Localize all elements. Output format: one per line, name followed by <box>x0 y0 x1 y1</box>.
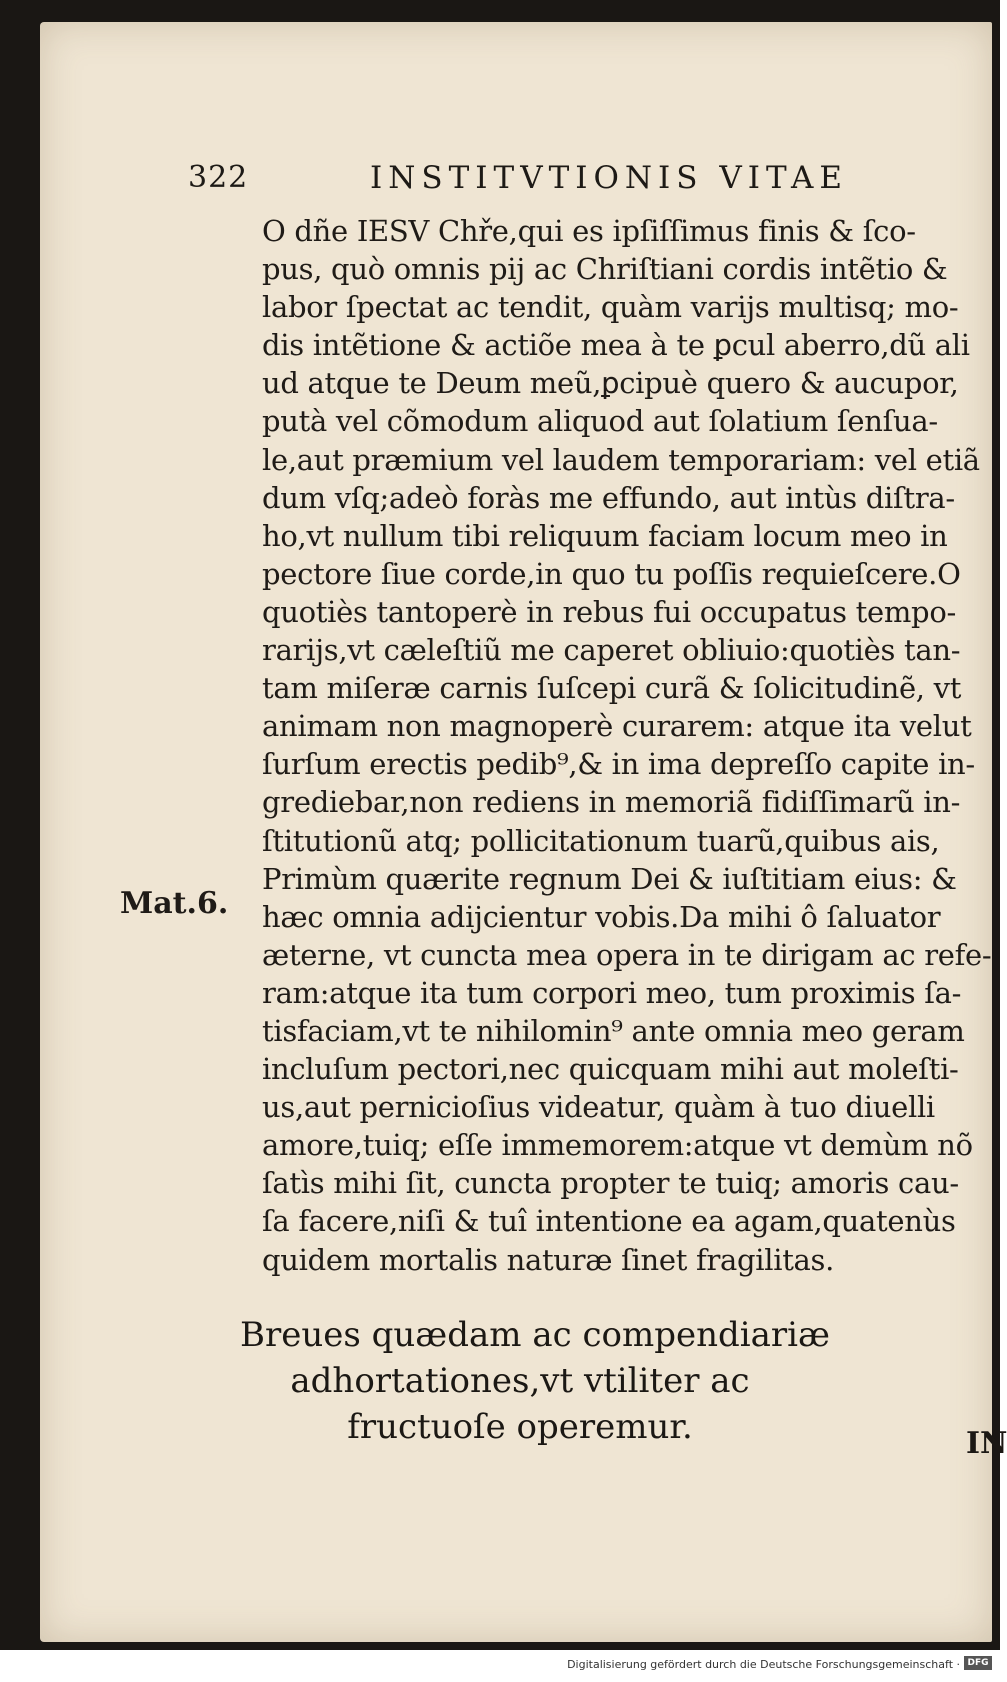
page-header <box>40 160 992 204</box>
body-text <box>262 212 992 1279</box>
text-line: animam non magnoperè curarem: atque ita velut <box>262 709 972 744</box>
heading-line: adhortationes,vt vtiliter ac <box>290 1361 750 1401</box>
text-line: quidem mortalis naturæ ſinet fragilitas. <box>262 1242 835 1277</box>
text-line: us,aut pernicioſius videatur, quàm à tuo diuelli <box>262 1090 935 1125</box>
dfg-logo: DFG <box>964 1656 992 1670</box>
text-line: ſa facere,niſi & tuî intentione ea agam,quatenùs <box>262 1204 956 1239</box>
funding-credit: Digitalisierung gefördert durch die Deutsche Forschungsgemeinschaft · <box>567 1658 960 1671</box>
text-line: pectore ſiue corde,in quo tu poſſis requieſcere.O <box>262 556 961 591</box>
text-line: rarijs,vt cæleſtiũ me caperet obliuio:quotiès tan- <box>262 633 961 668</box>
marginal-note: Mat.6. <box>120 886 229 921</box>
text-line: ſtitutionũ atq; pollicitationum tuarũ,quibus ais, <box>262 823 940 858</box>
text-line: dum vſq;adeò foràs me effundo, aut intùs diſtra- <box>262 480 955 515</box>
footer <box>0 1650 1000 1682</box>
section-heading <box>240 1312 830 1450</box>
text-line: ſatìs mihi ſit, cuncta propter te tuiq; amoris cau- <box>262 1166 959 1201</box>
text-line: putà vel cõmodum aliquod aut ſolatium ſenſua- <box>262 404 938 439</box>
text-line: amore,tuiq; eſſe immemorem:atque vt demùm nõ <box>262 1128 973 1163</box>
text-line: hæc omnia adijcientur vobis.Da mihi ô ſaluator <box>262 899 941 934</box>
text-line: ho,vt nullum tibi reliquum faciam locum meo in <box>262 518 948 553</box>
text-line: pus, quò omnis pij ac Chriſtiani cordis intẽtio & <box>262 252 948 287</box>
text-line: ſurſum erectis pedib⁹,& in ima depreſſo capite in- <box>262 747 975 782</box>
text-line: tam miſeræ carnis ſuſcepi curã & ſolicitudinẽ, vt <box>262 671 962 706</box>
book-page <box>40 22 1007 1642</box>
text-line: ud atque te Deum meũ,ꝑcipuè quero & aucupor, <box>262 366 959 401</box>
text-line: grediebar,non rediens in memoriã fidiſſimarũ in- <box>262 785 961 820</box>
heading-line: fructuoſe operemur. <box>347 1407 693 1447</box>
text-line: Primùm quærite regnum Dei & iuſtitiam eius: & <box>262 861 957 896</box>
text-line: O dñe IESV Chře,qui es ipſiſſimus finis & ſco- <box>262 214 916 248</box>
running-head: INSTITVTIONIS VITAE <box>370 160 849 196</box>
heading-line: Breues quædam ac compendiariæ <box>240 1315 830 1355</box>
text-line: quotiès tantoperè in rebus fui occupatus tempo- <box>262 594 956 629</box>
text-line: labor ſpectat ac tendit, quàm varijs multisq; mo- <box>262 290 959 325</box>
text-line: tisfaciam,vt te nihilomin⁹ ante omnia meo geram <box>262 1013 965 1048</box>
text-line: dis intẽtione & actiõe mea à te ꝑcul aberro,dũ ali <box>262 328 970 363</box>
text-line: ram:atque ita tum corpori meo, tum proximis ſa- <box>262 975 962 1010</box>
text-line: incluſum pectori,nec quicquam mihi aut moleſti- <box>262 1052 959 1087</box>
catchword: IN <box>966 1426 1007 1461</box>
text-line: le,aut præmium vel laudem temporariam: vel etiã <box>262 442 980 477</box>
page-number: 322 <box>188 160 249 195</box>
text-line: æterne, vt cuncta mea opera in te dirigam ac refe- <box>262 937 992 972</box>
